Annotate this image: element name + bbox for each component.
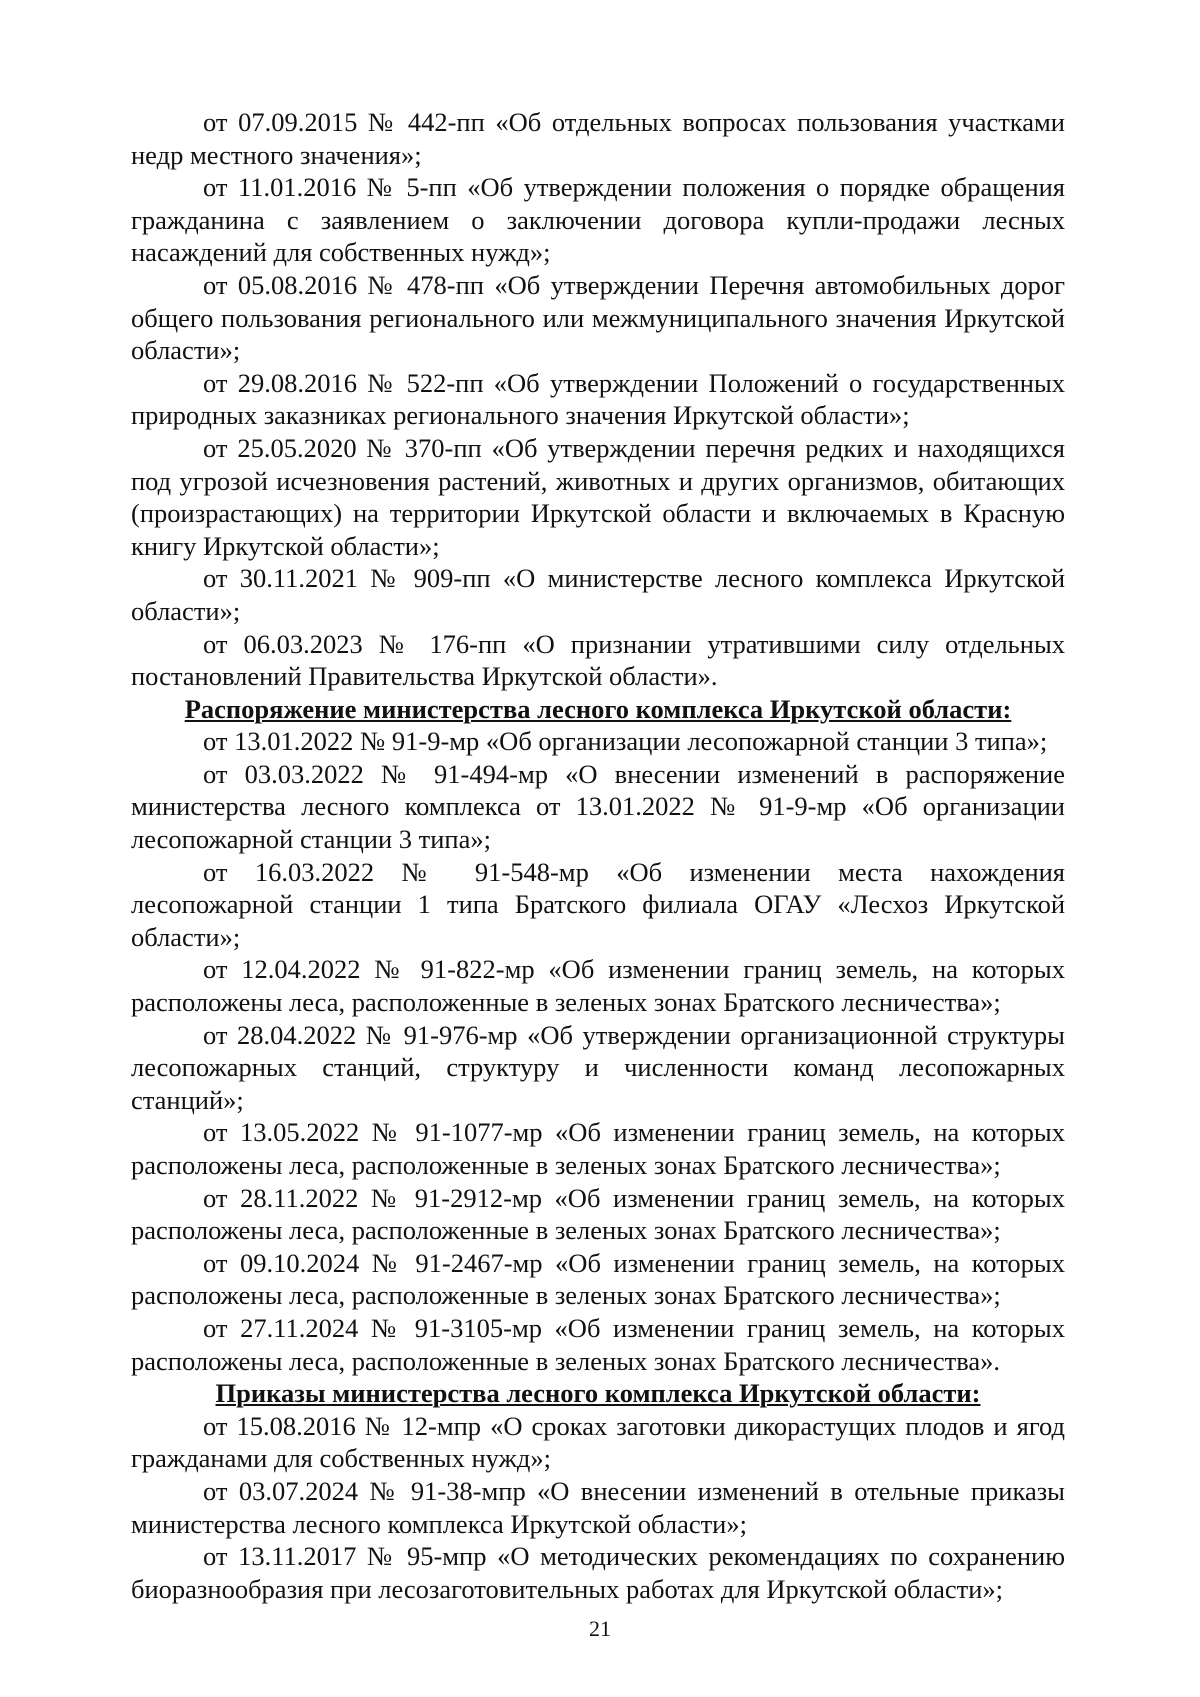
list-item: от 30.11.2021 № 909-пп «О министерстве лесного комплекса Иркутской области»; xyxy=(131,563,1065,626)
list-item: от 09.10.2024 № 91-2467-мр «Об изменении границ земель, на которых расположены леса, расположенные в зеленых зонах Братского лесничества»; xyxy=(131,1247,1065,1311)
section-heading: Приказы министерства лесного комплекса Иркутской области: xyxy=(215,1378,981,1409)
section-heading: Распоряжение министерства лесного комплекса Иркутской области: xyxy=(184,693,1012,724)
list-item: от 12.04.2022 № 91-822-мр «Об изменении границ земель, на которых расположены леса, расположенные в зеленых зонах Братского лесничества»; xyxy=(131,954,1065,1018)
list-item: от 29.08.2016 № 522-пп «Об утверждении Положений о государственных природных заказниках регионального значения Иркутской области»; xyxy=(131,367,1065,431)
section-ministry-directives xyxy=(131,693,1065,1377)
list-item: от 27.11.2024 № 91-3105-мр «Об изменении границ земель, на которых расположены леса, расположенные в зеленых зонах Братского лесничества». xyxy=(131,1312,1065,1376)
section-government-decrees xyxy=(131,106,1065,693)
list-item: от 03.07.2024 № 91-38-мпр «О внесении изменений в отельные приказы министерства лесного комплекса Иркутской области»; xyxy=(131,1475,1065,1539)
list-item: от 13.05.2022 № 91-1077-мр «Об изменении границ земель, на которых расположены леса, расположенные в зеленых зонах Братского лесничества»; xyxy=(131,1117,1065,1180)
list-item: от 03.03.2022 № 91-494-мр «О внесении изменений в распоряжение министерства лесного комплекса от 13.01.2022 № 91-9-мр «Об организации лесопожарной станции 3 типа»; xyxy=(131,758,1065,855)
document-page xyxy=(131,106,1065,1605)
list-item: от 25.05.2020 № 370-пп «Об утверждении перечня редких и находящихся под угрозой исчезновения растений, животных и других организмов, обитающих (произрастающих) на территории Иркутской области и включаемых в Красную книгу Иркутской области»; xyxy=(131,432,1065,561)
list-item: от 05.08.2016 № 478-пп «Об утверждении Перечня автомобильных дорог общего пользования регионального или межмуниципального значения Иркутской области»; xyxy=(131,269,1065,366)
page-number: 21 xyxy=(589,1616,611,1641)
section-ministry-orders xyxy=(131,1377,1065,1605)
list-item: от 07.09.2015 № 442-пп «Об отдельных вопросах пользования участками недр местного значения»; xyxy=(131,107,1065,170)
list-item: от 13.01.2022 № 91-9-мр «Об организации лесопожарной станции 3 типа»; xyxy=(203,726,1048,757)
list-item: от 06.03.2023 № 176-пп «О признании утратившими силу отдельных постановлений Правительства Иркутской области». xyxy=(131,628,1065,692)
list-item: от 15.08.2016 № 12-мпр «О сроках заготовки дикорастущих плодов и ягод гражданами для собственных нужд»; xyxy=(131,1410,1065,1474)
list-item: от 11.01.2016 № 5-пп «Об утверждении положения о порядке обращения гражданина с заявлением о заключении договора купли-продажи лесных насаждений для собственных нужд»; xyxy=(131,172,1065,268)
list-item: от 16.03.2022 № 91-548-мр «Об изменении места нахождения лесопожарной станции 1 типа Братского филиала ОГАУ «Лесхоз Иркутской области»; xyxy=(131,856,1065,952)
list-item: от 28.11.2022 № 91-2912-мр «Об изменении границ земель, на которых расположены леса, расположенные в зеленых зонах Братского лесничества»; xyxy=(131,1182,1065,1246)
list-item: от 13.11.2017 № 95-мпр «О методических рекомендациях по сохранению биоразнообразия при лесозаготовительных работах для Иркутской области»; xyxy=(131,1541,1065,1604)
list-item: от 28.04.2022 № 91-976-мр «Об утверждении организационной структуры лесопожарных станций, структуру и численности команд лесопожарных станций»; xyxy=(131,1019,1065,1115)
